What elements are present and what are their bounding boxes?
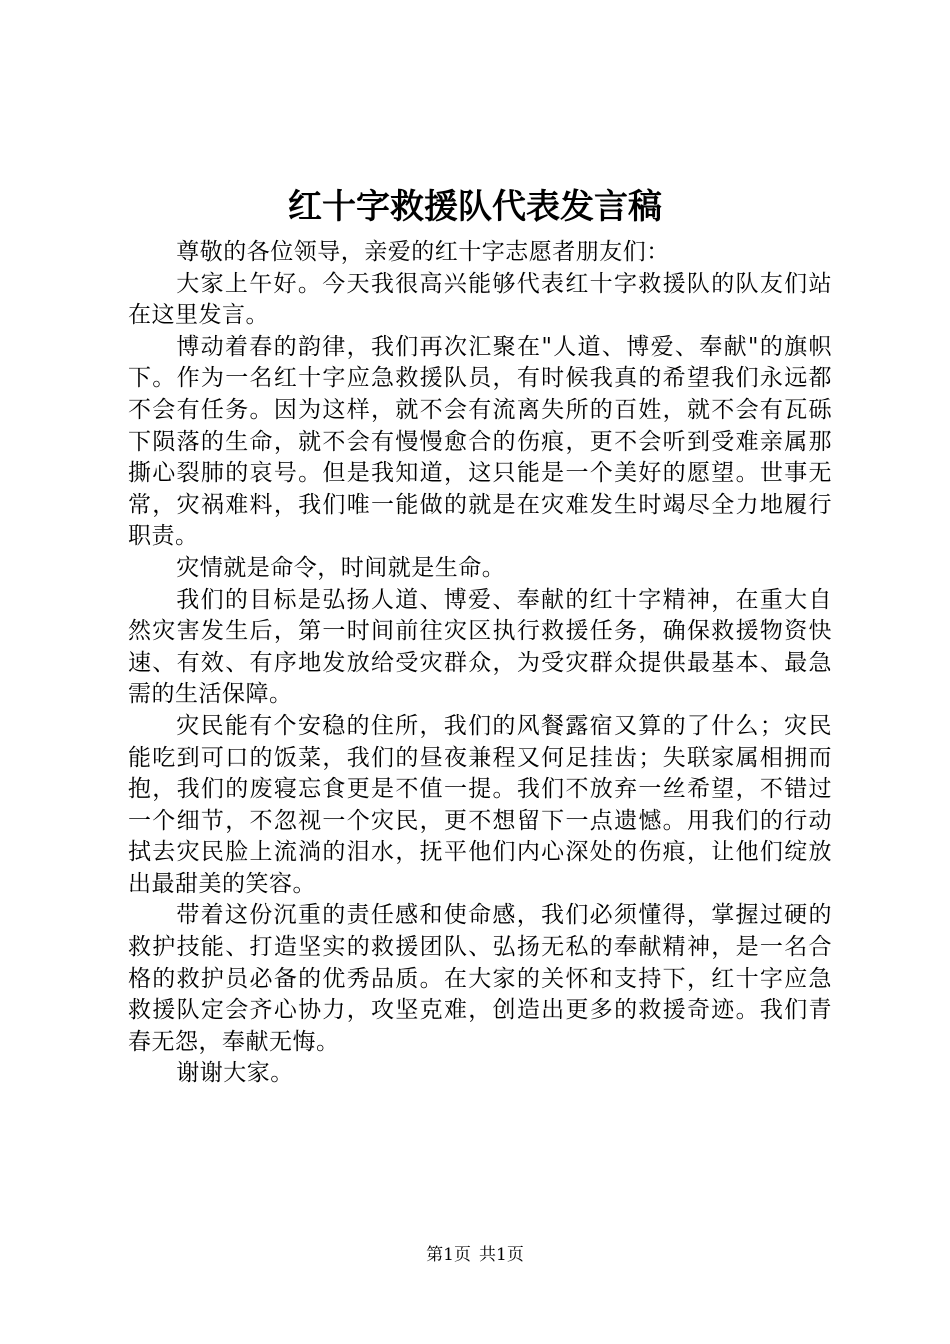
paragraph: 带着这份沉重的责任感和使命感，我们必须懂得，掌握过硬的救护技能、打造坚实的救援团队、弘扬无私的奉献精神，是一名合格的救护员必备的优秀品质。在大家的关怀和支持下，红十字应急救援队定会齐心协力，攻坚克难，创造出更多的救援奇迹。我们青春无怨，奉献无悔。 — [128, 902, 832, 1055]
document-title: 红十字救援队代表发言稿 — [288, 187, 662, 227]
paragraph-salutation: 尊敬的各位领导，亲爱的红十字志愿者朋友们： — [176, 239, 670, 265]
paragraph: 我们的目标是弘扬人道、博爱、奉献的红十字精神，在重大自然灾害发生后，第一时间前往灾区执行救援任务，确保救援物资快速、有效、有序地发放给受灾群众，为受灾群众提供最基本、最急需的生活保障。 — [128, 586, 832, 708]
page-number: 第1页 — [426, 1245, 471, 1265]
document-body — [128, 237, 832, 1090]
paragraph-greeting: 大家上午好。今天我很高兴能够代表红十字救援队的队友们站在这里发言。 — [128, 270, 832, 329]
paragraph: 博动着春的韵律，我们再次汇聚在"人道、博爱、奉献"的旗帜下。作为一名红十字应急救援队员，有时候我真的希望我们永远都不会有任务。因为这样，就不会有流离失所的百姓，就不会有瓦砾下陨落的生命，就不会有慢慢愈合的伤痕，更不会听到受难亲属那撕心裂肺的哀号。但是我知道，这只能是一个美好的愿望。世事无常，灾祸难料，我们唯一能做的就是在灾难发生时竭尽全力地履行职责。 — [128, 333, 832, 550]
paragraph-closing: 谢谢大家。 — [176, 1060, 294, 1087]
paragraph: 灾民能有个安稳的住所，我们的风餐露宿又算的了什么；灾民能吃到可口的饭菜，我们的昼夜兼程又何足挂齿；失联家属相拥而抱，我们的废寝忘食更是不值一提。我们不放弃一丝希望，不错过一个细节，不忽视一个灾民，更不想留下一点遗憾。用我们的行动拭去灾民脸上流淌的泪水，抚平他们内心深处的伤痕，让他们绽放出最甜美的笑容。 — [128, 712, 832, 897]
page-footer — [0, 1243, 950, 1267]
page-total: 共1页 — [479, 1245, 524, 1265]
paragraph: 灾情就是命令，时间就是生命。 — [176, 554, 506, 581]
